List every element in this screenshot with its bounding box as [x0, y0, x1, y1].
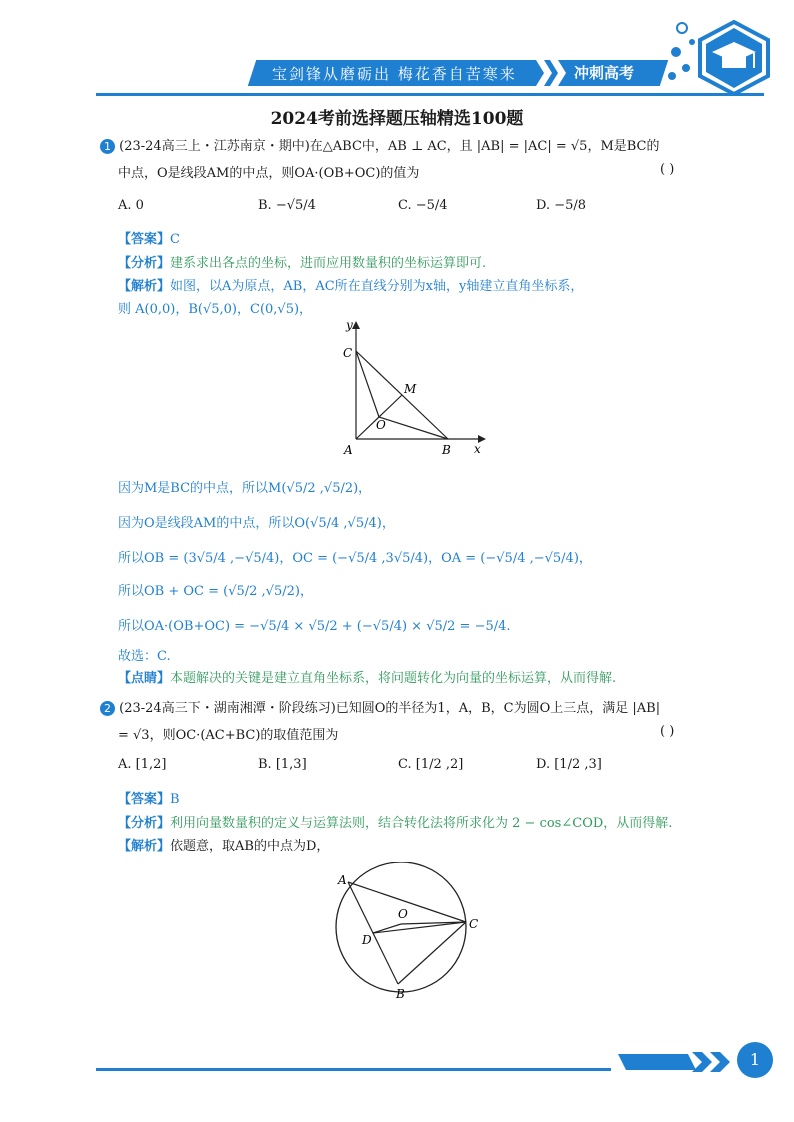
q2-choice-d: D. [1/2 ,3] [536, 757, 602, 772]
q1-step-3: 所以OB = (3√5/4 ,−√5/4)，OC = (−√5/4 ,3√5/4)，OA = (−√5/4 ,−√5/4)， [118, 551, 592, 566]
q2-analysis [118, 812, 672, 831]
q1-answer [118, 228, 180, 247]
q1-stem-line2: 中点，O是线段AM的中点，则OA·(OB+OC)的值为 [118, 166, 420, 181]
header-slogan: 宝剑锋从磨砺出 梅花香自苦寒来 [272, 65, 517, 83]
footer-rule [96, 1068, 611, 1071]
q1-comment [118, 667, 616, 686]
q1-analysis-label: 【分析】 [118, 256, 171, 271]
q2-analysis-label: 【分析】 [118, 816, 171, 831]
q2-circle-figure [326, 862, 486, 1002]
graduation-cap-icon [664, 18, 776, 98]
page-number: 1 [737, 1042, 773, 1078]
q2-analysis-text: 利用向量数量积的定义与运算法则，结合转化法将所求化为 2 − cos∠COD，从而得解. [170, 816, 673, 831]
q1-step-4: 所以OB + OC = (√5/2 ,√5/2)， [118, 584, 313, 599]
banner-chevrons-icon [530, 58, 580, 88]
q1-analysis [118, 252, 486, 271]
q1-stem-line1 [100, 135, 660, 154]
q1-choice-a: A. 0 [118, 198, 144, 213]
q1-coordinate-figure [336, 315, 496, 461]
q2-fig-label-o: O [398, 907, 408, 921]
footer-arrows-icon [618, 1048, 738, 1076]
q2-stem-line1 [100, 697, 660, 716]
q1-solution-text2: 则 A(0,0)，B(√5,0)，C(0,√5)， [118, 302, 313, 317]
q2-answer [118, 788, 180, 807]
page-title: 2024考前选择题压轴精选100题 [270, 109, 524, 129]
q2-stem-line2: = √3，则OC·(AC+BC)的取值范围为 [118, 728, 339, 743]
q2-solution [118, 835, 329, 854]
q2-choice-c: C. [1/2 ,2] [398, 757, 464, 772]
q1-answer-paren: ( ) [660, 162, 675, 177]
q2-answer-value: B [170, 792, 180, 807]
q1-fig-label-b: B [442, 443, 451, 457]
q1-fig-label-m: M [404, 382, 417, 396]
q1-choice-b: B. −√5/4 [258, 198, 316, 213]
q2-choice-a: A. [1,2] [118, 757, 167, 772]
q1-step-1: 因为M是BC的中点，所以M(√5/2 ,√5/2)， [118, 481, 372, 496]
q2-answer-paren: ( ) [660, 724, 675, 739]
q1-comment-label: 【点睛】 [118, 671, 171, 686]
q2-solution-text1: 依题意，取AB的中点为D， [170, 839, 330, 854]
q1-fig-label-o: O [376, 418, 386, 432]
q1-solution-label: 【解析】 [118, 279, 171, 294]
header-rule [96, 93, 764, 96]
q1-analysis-text: 建系求出各点的坐标，进而应用数量积的坐标运算即可. [170, 256, 487, 271]
q1-fig-label-x: x [474, 442, 481, 456]
q2-fig-label-a: A [338, 873, 347, 887]
q1-comment-text: 本题解决的关键是建立直角坐标系，将问题转化为向量的坐标运算，从而得解. [170, 671, 617, 686]
q2-stem-text1: (23-24高三下・湖南湘潭・阶段练习)已知圆O的半径为1，A，B，C为圆O上三点，满足 |AB| [119, 701, 661, 716]
q1-choice-d: D. −5/8 [536, 198, 587, 213]
q2-number-badge: 2 [100, 701, 115, 716]
q2-fig-label-b: B [396, 987, 405, 1001]
q1-answer-value: C [170, 232, 180, 247]
q1-fig-label-c: C [343, 346, 353, 360]
q1-step-5: 所以OA·(OB+OC) = −√5/4 × √5/2 + (−√5/4) × √5/2 = −5/4. [118, 619, 511, 634]
q1-step-6: 故选：C. [118, 649, 171, 664]
q2-answer-label: 【答案】 [118, 792, 171, 807]
q1-choice-c: C. −5/4 [398, 198, 448, 213]
q2-solution-label: 【解析】 [118, 839, 171, 854]
q1-fig-label-y: y [346, 318, 353, 332]
q2-choice-b: B. [1,3] [258, 757, 307, 772]
q1-stem-text1: (23-24高三上・江苏南京・期中)在△ABC中，AB ⊥ AC，且 |AB| = |AC| = √5，M是BC的 [119, 139, 660, 154]
q2-fig-label-c: C [469, 917, 479, 931]
q1-step-2: 因为O是线段AM的中点，所以O(√5/4 ,√5/4)， [118, 516, 395, 531]
q1-fig-label-a: A [344, 443, 353, 457]
q1-answer-label: 【答案】 [118, 232, 171, 247]
q1-solution [118, 275, 583, 294]
q2-fig-label-d: D [362, 933, 372, 947]
q1-number-badge: 1 [100, 139, 115, 154]
header-tag: 冲刺高考 [574, 64, 635, 82]
q1-solution-text1: 如图，以A为原点，AB，AC所在直线分别为x轴，y轴建立直角坐标系， [170, 279, 584, 294]
